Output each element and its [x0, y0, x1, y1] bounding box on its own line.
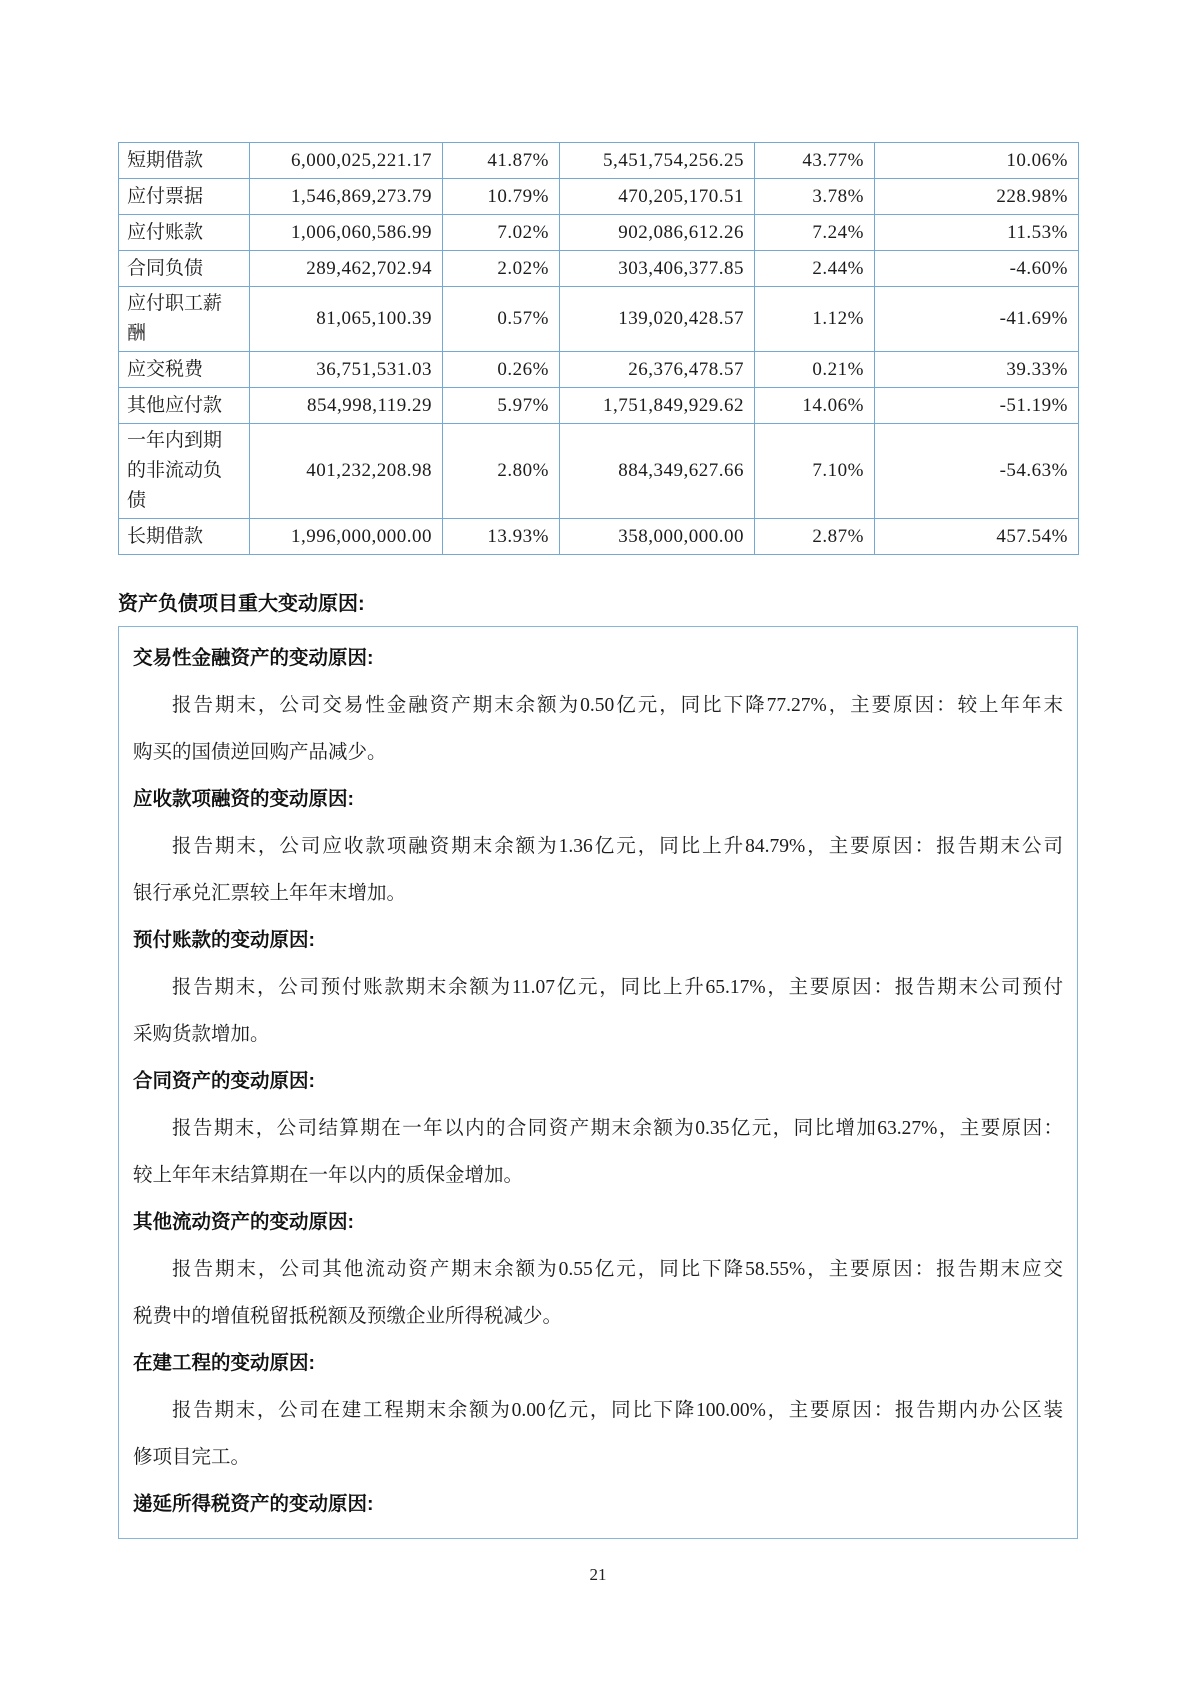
table-row — [119, 143, 1079, 179]
prior-amount-cell: 470,205,170.51 — [560, 179, 755, 215]
current-amount-cell: 401,232,208.98 — [250, 424, 443, 519]
reason-heading: 在建工程的变动原因: — [133, 1352, 315, 1374]
prior-pct-cell: 7.24% — [755, 215, 875, 251]
reason-text-line2: 较上年年末结算期在一年以内的质保金增加。 — [133, 1165, 524, 1186]
reason-text-line1: 报告期末，公司应收款项融资期末余额为1.36亿元，同比上升84.79%，主要原因：报告期末公司 — [172, 836, 1063, 857]
table-row — [119, 287, 1079, 352]
reason-heading: 其他流动资产的变动原因: — [133, 1211, 354, 1233]
change-pct-cell: 39.33% — [875, 352, 1079, 388]
current-pct-cell: 13.93% — [443, 519, 560, 555]
current-pct-cell: 10.79% — [443, 179, 560, 215]
current-amount-cell: 1,996,000,000.00 — [250, 519, 443, 555]
reason-text-line1: 报告期末，公司在建工程期末余额为0.00亿元，同比下降100.00%，主要原因：报告期内办公区装 — [172, 1400, 1063, 1421]
item-label-cell: 长期借款 — [119, 519, 250, 555]
prior-amount-cell: 884,349,627.66 — [560, 424, 755, 519]
table-row — [119, 251, 1079, 287]
current-pct-cell: 41.87% — [443, 143, 560, 179]
reason-section — [133, 1058, 1063, 1199]
current-amount-cell: 289,462,702.94 — [250, 251, 443, 287]
reason-section — [133, 917, 1063, 1058]
prior-pct-cell: 2.44% — [755, 251, 875, 287]
reason-section — [133, 1199, 1063, 1340]
change-pct-cell: -54.63% — [875, 424, 1079, 519]
reason-text-line2: 购买的国债逆回购产品减少。 — [133, 742, 387, 763]
current-amount-cell: 81,065,100.39 — [250, 287, 443, 352]
page-number: 21 — [589, 1565, 607, 1584]
prior-pct-cell: 43.77% — [755, 143, 875, 179]
item-label-cell: 短期借款 — [119, 143, 250, 179]
prior-amount-cell: 26,376,478.57 — [560, 352, 755, 388]
prior-pct-cell: 3.78% — [755, 179, 875, 215]
change-pct-cell: 10.06% — [875, 143, 1079, 179]
current-pct-cell: 0.57% — [443, 287, 560, 352]
prior-pct-cell: 2.87% — [755, 519, 875, 555]
current-pct-cell: 7.02% — [443, 215, 560, 251]
reason-section — [133, 776, 1063, 917]
prior-amount-cell: 358,000,000.00 — [560, 519, 755, 555]
current-pct-cell: 2.02% — [443, 251, 560, 287]
change-reasons-box — [118, 626, 1078, 1539]
reason-heading: 递延所得税资产的变动原因: — [133, 1493, 374, 1515]
reason-section — [133, 1481, 1063, 1528]
table-row — [119, 519, 1079, 555]
change-pct-cell: -41.69% — [875, 287, 1079, 352]
current-amount-cell: 6,000,025,221.17 — [250, 143, 443, 179]
reason-text-line1: 报告期末，公司交易性金融资产期末余额为0.50亿元，同比下降77.27%，主要原因：较上年年末 — [172, 695, 1063, 716]
table-row — [119, 388, 1079, 424]
prior-amount-cell: 139,020,428.57 — [560, 287, 755, 352]
current-pct-cell: 5.97% — [443, 388, 560, 424]
prior-pct-cell: 7.10% — [755, 424, 875, 519]
prior-amount-cell: 303,406,377.85 — [560, 251, 755, 287]
table-row — [119, 215, 1079, 251]
item-label-cell: 应付职工薪酬 — [119, 287, 250, 352]
reason-section — [133, 635, 1063, 776]
reason-heading: 合同资产的变动原因: — [133, 1070, 315, 1092]
reason-text-line1: 报告期末，公司结算期在一年以内的合同资产期末余额为0.35亿元，同比增加63.27%，主要原因： — [172, 1118, 1063, 1139]
current-amount-cell: 1,006,060,586.99 — [250, 215, 443, 251]
document-page — [118, 0, 1078, 1585]
item-label-cell: 合同负债 — [119, 251, 250, 287]
change-pct-cell: -4.60% — [875, 251, 1079, 287]
current-amount-cell: 854,998,119.29 — [250, 388, 443, 424]
prior-pct-cell: 1.12% — [755, 287, 875, 352]
item-label-cell: 应付票据 — [119, 179, 250, 215]
reason-text-line2: 采购货款增加。 — [133, 1024, 270, 1045]
reason-text-line1: 报告期末，公司预付账款期末余额为11.07亿元，同比上升65.17%，主要原因：报告期末公司预付 — [172, 977, 1063, 998]
reason-section — [133, 1340, 1063, 1481]
reason-heading: 交易性金融资产的变动原因: — [133, 647, 374, 669]
reason-text-line2: 银行承兑汇票较上年年末增加。 — [133, 883, 407, 904]
reason-text-line1: 报告期末，公司其他流动资产期末余额为0.55亿元，同比下降58.55%，主要原因：报告期末应交 — [172, 1259, 1063, 1280]
table-row — [119, 424, 1079, 519]
current-amount-cell: 1,546,869,273.79 — [250, 179, 443, 215]
change-pct-cell: 11.53% — [875, 215, 1079, 251]
prior-pct-cell: 14.06% — [755, 388, 875, 424]
table-row — [119, 352, 1079, 388]
current-pct-cell: 0.26% — [443, 352, 560, 388]
change-pct-cell: 457.54% — [875, 519, 1079, 555]
table-row — [119, 179, 1079, 215]
current-pct-cell: 2.80% — [443, 424, 560, 519]
item-label-cell: 应付账款 — [119, 215, 250, 251]
change-pct-cell: 228.98% — [875, 179, 1079, 215]
prior-amount-cell: 1,751,849,929.62 — [560, 388, 755, 424]
item-label-cell: 应交税费 — [119, 352, 250, 388]
reason-text-line2: 税费中的增值税留抵税额及预缴企业所得税减少。 — [133, 1306, 563, 1327]
major-changes-heading: 资产负债项目重大变动原因: — [118, 593, 365, 615]
reason-heading: 预付账款的变动原因: — [133, 929, 315, 951]
current-amount-cell: 36,751,531.03 — [250, 352, 443, 388]
reason-text-line2: 修项目完工。 — [133, 1447, 251, 1468]
balance-sheet-items-table — [118, 142, 1079, 555]
reason-heading: 应收款项融资的变动原因: — [133, 788, 354, 810]
change-pct-cell: -51.19% — [875, 388, 1079, 424]
item-label-cell: 其他应付款 — [119, 388, 250, 424]
prior-pct-cell: 0.21% — [755, 352, 875, 388]
prior-amount-cell: 5,451,754,256.25 — [560, 143, 755, 179]
item-label-cell: 一年内到期的非流动负债 — [119, 424, 250, 519]
prior-amount-cell: 902,086,612.26 — [560, 215, 755, 251]
